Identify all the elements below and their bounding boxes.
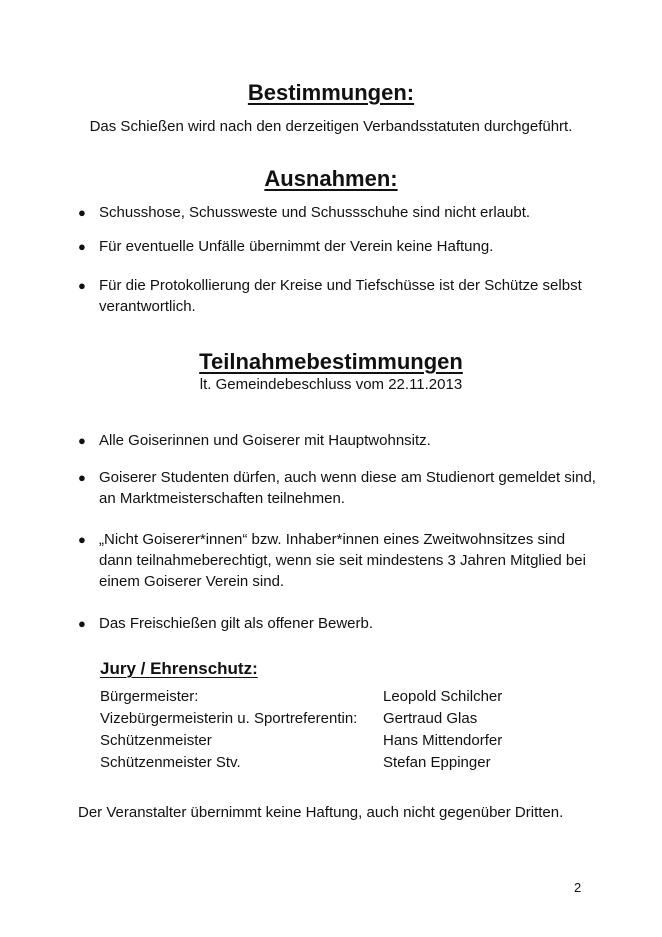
- jury-role: Schützenmeister: [100, 732, 212, 749]
- jury-name: Gertraud Glas: [383, 710, 478, 727]
- list-item-text: Alle Goiserinnen und Goiserer mit Hauptwohnsitz.: [99, 432, 431, 449]
- bestimmungen-text: Das Schießen wird nach den derzeitigen Verbandsstatuten durchgeführt.: [89, 118, 573, 135]
- ausnahmen-heading: Ausnahmen:: [264, 166, 398, 191]
- disclaimer-text: Der Veranstalter übernimmt keine Haftung, auch nicht gegenüber Dritten.: [78, 804, 564, 821]
- jury-name: Stefan Eppinger: [383, 754, 491, 771]
- list-item: [78, 430, 598, 451]
- list-item: [78, 202, 598, 223]
- jury-name: Hans Mittendorfer: [383, 732, 503, 749]
- bullet-icon: ●: [78, 616, 86, 631]
- jury-heading: Jury / Ehrenschutz:: [100, 659, 258, 678]
- bullet-icon: ●: [78, 239, 86, 254]
- jury-name: Leopold Schilcher: [383, 688, 503, 705]
- jury-role: Schützenmeister Stv.: [100, 754, 241, 771]
- list-item: [78, 275, 598, 317]
- bullet-icon: ●: [78, 532, 86, 547]
- bullet-icon: ●: [78, 278, 86, 293]
- list-item-text: Goiserer Studenten dürfen, auch wenn diese am Studienort gemeldet sind, an Marktmeisterschaften teilnehmen.: [99, 469, 596, 507]
- list-item-text: Für die Protokollierung der Kreise und Tiefschüsse ist der Schütze selbst verantwortlich.: [99, 277, 582, 315]
- list-item: [78, 467, 598, 509]
- list-item: [78, 529, 598, 592]
- list-item: [78, 613, 598, 634]
- bullet-icon: ●: [78, 433, 86, 448]
- bullet-icon: ●: [78, 470, 86, 485]
- teilnahme-subtitle: lt. Gemeindebeschluss vom 22.11.2013: [199, 376, 463, 393]
- jury-role: Bürgermeister:: [100, 688, 199, 705]
- page-number: 2: [574, 880, 582, 895]
- list-item-text: Für eventuelle Unfälle übernimmt der Verein keine Haftung.: [99, 238, 494, 255]
- bestimmungen-heading: Bestimmungen:: [247, 80, 415, 105]
- teilnahme-heading: Teilnahmebestimmungen: [199, 349, 463, 374]
- list-item-text: Schusshose, Schussweste und Schussschuhe sind nicht erlaubt.: [99, 204, 531, 221]
- list-item-text: „Nicht Goiserer*innen“ bzw. Inhaber*innen eines Zweitwohnsitzes sind dann teilnahmeberechtigt, wenn sie seit mindestens 3 Jahren Mitglied bei einem Goiserer Verein sind.: [99, 531, 586, 590]
- jury-role: Vizebürgermeisterin u. Sportreferentin:: [100, 710, 358, 727]
- list-item-text: Das Freischießen gilt als offener Bewerb.: [99, 615, 374, 632]
- list-item: [78, 236, 598, 257]
- bullet-icon: ●: [78, 205, 86, 220]
